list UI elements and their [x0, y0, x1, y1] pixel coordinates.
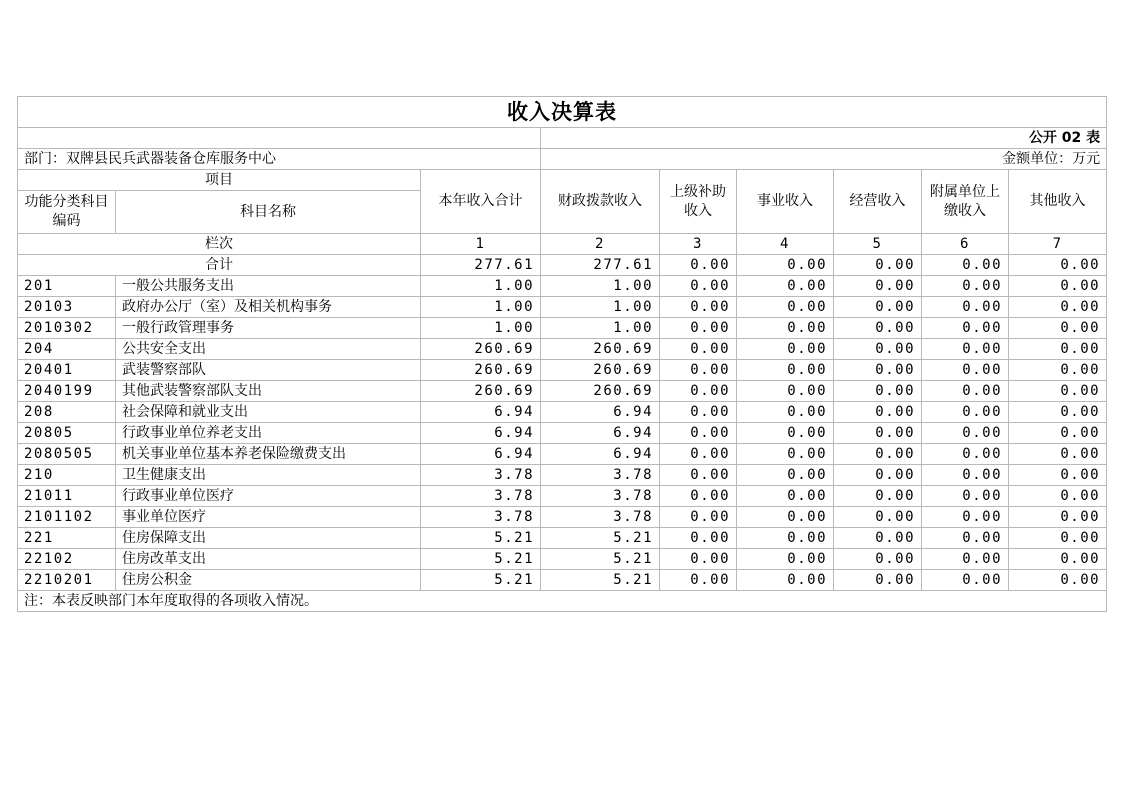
subject-code-cell: 201 [18, 276, 116, 297]
superior-subsidy-header: 上级补助收入 [660, 170, 737, 234]
amount-cell: 0.00 [660, 507, 737, 528]
amount-cell: 0.00 [922, 465, 1009, 486]
amount-cell: 0.00 [660, 486, 737, 507]
amount-cell: 0.00 [737, 570, 834, 591]
fiscal-appropriation-header: 财政拨款收入 [541, 170, 660, 234]
amount-cell: 0.00 [737, 465, 834, 486]
amount-cell: 0.00 [922, 507, 1009, 528]
subject-code-cell: 208 [18, 402, 116, 423]
table-row [18, 360, 1107, 381]
amount-cell: 0.00 [922, 360, 1009, 381]
income-final-accounts-table [17, 96, 1107, 612]
amount-cell: 6.94 [421, 402, 541, 423]
total-income-header: 本年收入合计 [421, 170, 541, 234]
subject-code-cell: 22102 [18, 549, 116, 570]
affiliated-units-header: 附属单位上缴收入 [922, 170, 1009, 234]
function-code-header: 功能分类科目编码 [18, 191, 116, 234]
amount-cell: 0.00 [660, 297, 737, 318]
amount-cell: 0.00 [1009, 507, 1107, 528]
amount-cell: 0.00 [834, 507, 922, 528]
amount-cell: 3.78 [421, 465, 541, 486]
amount-cell: 0.00 [737, 339, 834, 360]
amount-cell: 0.00 [834, 570, 922, 591]
column-index-cell: 5 [834, 234, 922, 255]
total-label: 合计 [18, 255, 421, 276]
amount-cell: 0.00 [1009, 360, 1107, 381]
amount-cell: 260.69 [421, 381, 541, 402]
amount-cell: 0.00 [834, 549, 922, 570]
subject-code-cell: 21011 [18, 486, 116, 507]
amount-cell: 0.00 [1009, 381, 1107, 402]
amount-cell: 0.00 [660, 465, 737, 486]
amount-cell: 0.00 [834, 465, 922, 486]
amount-cell: 0.00 [834, 381, 922, 402]
amount-cell: 0.00 [737, 549, 834, 570]
table-row [18, 318, 1107, 339]
total-value-cell: 0.00 [922, 255, 1009, 276]
subject-name-cell: 其他武装警察部队支出 [116, 381, 421, 402]
subject-name-cell: 武装警察部队 [116, 360, 421, 381]
amount-cell: 0.00 [737, 318, 834, 339]
amount-cell: 0.00 [834, 339, 922, 360]
amount-cell: 0.00 [1009, 570, 1107, 591]
amount-cell: 6.94 [421, 444, 541, 465]
amount-cell: 0.00 [834, 402, 922, 423]
amount-cell: 0.00 [737, 444, 834, 465]
column-index-cell: 7 [1009, 234, 1107, 255]
amount-cell: 260.69 [421, 339, 541, 360]
business-income-header: 事业收入 [737, 170, 834, 234]
subject-code-cell: 2101102 [18, 507, 116, 528]
subject-name-cell: 行政事业单位医疗 [116, 486, 421, 507]
amount-cell: 0.00 [737, 297, 834, 318]
amount-cell: 0.00 [922, 444, 1009, 465]
amount-cell: 1.00 [541, 318, 660, 339]
amount-cell: 0.00 [922, 381, 1009, 402]
amount-cell: 0.00 [1009, 423, 1107, 444]
amount-cell: 0.00 [737, 360, 834, 381]
amount-cell: 0.00 [922, 423, 1009, 444]
amount-cell: 0.00 [922, 297, 1009, 318]
amount-cell: 0.00 [834, 297, 922, 318]
total-row [18, 255, 1107, 276]
amount-cell: 0.00 [660, 444, 737, 465]
subject-code-cell: 2040199 [18, 381, 116, 402]
amount-cell: 0.00 [834, 486, 922, 507]
total-value-cell: 0.00 [737, 255, 834, 276]
amount-cell: 0.00 [660, 528, 737, 549]
amount-cell: 6.94 [541, 423, 660, 444]
amount-cell: 0.00 [737, 402, 834, 423]
amount-cell: 0.00 [737, 528, 834, 549]
other-income-header: 其他收入 [1009, 170, 1107, 234]
amount-unit-label: 金额单位：万元 [541, 149, 1107, 170]
amount-cell: 0.00 [737, 507, 834, 528]
amount-cell: 5.21 [541, 528, 660, 549]
amount-cell: 0.00 [834, 360, 922, 381]
total-value-cell: 0.00 [834, 255, 922, 276]
amount-cell: 0.00 [922, 549, 1009, 570]
amount-cell: 1.00 [421, 276, 541, 297]
amount-cell: 0.00 [660, 549, 737, 570]
table-row [18, 423, 1107, 444]
subject-code-cell: 20401 [18, 360, 116, 381]
amount-cell: 0.00 [660, 360, 737, 381]
column-index-cell: 2 [541, 234, 660, 255]
subject-name-cell: 社会保障和就业支出 [116, 402, 421, 423]
subject-code-cell: 210 [18, 465, 116, 486]
amount-cell: 6.94 [421, 423, 541, 444]
amount-cell: 5.21 [541, 570, 660, 591]
column-index-cell: 4 [737, 234, 834, 255]
amount-cell: 0.00 [1009, 339, 1107, 360]
amount-cell: 0.00 [922, 528, 1009, 549]
subject-name-cell: 政府办公厅（室）及相关机构事务 [116, 297, 421, 318]
amount-cell: 0.00 [1009, 297, 1107, 318]
total-value-cell: 277.61 [421, 255, 541, 276]
amount-cell: 260.69 [541, 360, 660, 381]
amount-cell: 0.00 [922, 318, 1009, 339]
amount-cell: 3.78 [541, 507, 660, 528]
subject-name-cell: 机关事业单位基本养老保险缴费支出 [116, 444, 421, 465]
subject-code-cell: 20805 [18, 423, 116, 444]
subject-name-cell: 住房公积金 [116, 570, 421, 591]
amount-cell: 1.00 [541, 297, 660, 318]
subject-name-cell: 事业单位医疗 [116, 507, 421, 528]
table-row [18, 402, 1107, 423]
amount-cell: 5.21 [421, 570, 541, 591]
table-row [18, 507, 1107, 528]
subject-code-cell: 204 [18, 339, 116, 360]
table-row [18, 570, 1107, 591]
column-index-cell: 1 [421, 234, 541, 255]
amount-cell: 1.00 [421, 297, 541, 318]
subject-code-cell: 221 [18, 528, 116, 549]
amount-cell: 0.00 [1009, 318, 1107, 339]
amount-cell: 0.00 [922, 339, 1009, 360]
table-title: 收入决算表 [18, 97, 1107, 128]
column-index-cell: 3 [660, 234, 737, 255]
amount-cell: 0.00 [922, 486, 1009, 507]
subject-code-cell: 2080505 [18, 444, 116, 465]
amount-cell: 3.78 [421, 486, 541, 507]
amount-cell: 0.00 [737, 276, 834, 297]
amount-cell: 1.00 [541, 276, 660, 297]
department-label: 部门：双牌县民兵武器装备仓库服务中心 [18, 149, 541, 170]
table-row [18, 444, 1107, 465]
amount-cell: 5.21 [541, 549, 660, 570]
amount-cell: 260.69 [541, 381, 660, 402]
table-number: 公开 02 表 [541, 128, 1107, 149]
column-index-cell: 6 [922, 234, 1009, 255]
amount-cell: 0.00 [737, 486, 834, 507]
amount-cell: 0.00 [660, 381, 737, 402]
total-value-cell: 0.00 [1009, 255, 1107, 276]
table-row [18, 339, 1107, 360]
table-row [18, 528, 1107, 549]
amount-cell: 0.00 [1009, 549, 1107, 570]
amount-cell: 0.00 [834, 444, 922, 465]
amount-cell: 0.00 [922, 570, 1009, 591]
amount-cell: 0.00 [1009, 465, 1107, 486]
amount-cell: 0.00 [1009, 528, 1107, 549]
amount-cell: 0.00 [922, 276, 1009, 297]
amount-cell: 0.00 [660, 318, 737, 339]
amount-cell: 0.00 [834, 423, 922, 444]
table-row [18, 465, 1107, 486]
subject-name-cell: 一般公共服务支出 [116, 276, 421, 297]
subject-name-cell: 住房改革支出 [116, 549, 421, 570]
amount-cell: 3.78 [541, 486, 660, 507]
amount-cell: 260.69 [541, 339, 660, 360]
subject-name-cell: 卫生健康支出 [116, 465, 421, 486]
amount-cell: 5.21 [421, 549, 541, 570]
subject-name-cell: 公共安全支出 [116, 339, 421, 360]
amount-cell: 0.00 [660, 423, 737, 444]
operating-income-header: 经营收入 [834, 170, 922, 234]
subject-code-cell: 20103 [18, 297, 116, 318]
amount-cell: 0.00 [834, 276, 922, 297]
amount-cell: 0.00 [1009, 486, 1107, 507]
amount-cell: 0.00 [1009, 276, 1107, 297]
amount-cell: 260.69 [421, 360, 541, 381]
table-note: 注：本表反映部门本年度取得的各项收入情况。 [18, 591, 1107, 612]
total-value-cell: 0.00 [660, 255, 737, 276]
table-row [18, 276, 1107, 297]
amount-cell: 6.94 [541, 444, 660, 465]
total-value-cell: 277.61 [541, 255, 660, 276]
amount-cell: 3.78 [541, 465, 660, 486]
subject-name-header: 科目名称 [116, 191, 421, 234]
amount-cell: 0.00 [922, 402, 1009, 423]
subject-code-cell: 2210201 [18, 570, 116, 591]
table-row [18, 549, 1107, 570]
amount-cell: 1.00 [421, 318, 541, 339]
table-row [18, 381, 1107, 402]
amount-cell: 3.78 [421, 507, 541, 528]
amount-cell: 0.00 [660, 339, 737, 360]
item-header: 项目 [18, 170, 421, 191]
amount-cell: 0.00 [1009, 402, 1107, 423]
amount-cell: 0.00 [834, 528, 922, 549]
column-index-label: 栏次 [18, 234, 421, 255]
amount-cell: 5.21 [421, 528, 541, 549]
subject-name-cell: 住房保障支出 [116, 528, 421, 549]
amount-cell: 0.00 [660, 570, 737, 591]
amount-cell: 6.94 [541, 402, 660, 423]
subject-name-cell: 一般行政管理事务 [116, 318, 421, 339]
amount-cell: 0.00 [1009, 444, 1107, 465]
table-row [18, 297, 1107, 318]
amount-cell: 0.00 [737, 381, 834, 402]
amount-cell: 0.00 [834, 318, 922, 339]
blank-cell [18, 128, 541, 149]
amount-cell: 0.00 [660, 402, 737, 423]
table-row [18, 486, 1107, 507]
amount-cell: 0.00 [737, 423, 834, 444]
subject-name-cell: 行政事业单位养老支出 [116, 423, 421, 444]
subject-code-cell: 2010302 [18, 318, 116, 339]
amount-cell: 0.00 [660, 276, 737, 297]
